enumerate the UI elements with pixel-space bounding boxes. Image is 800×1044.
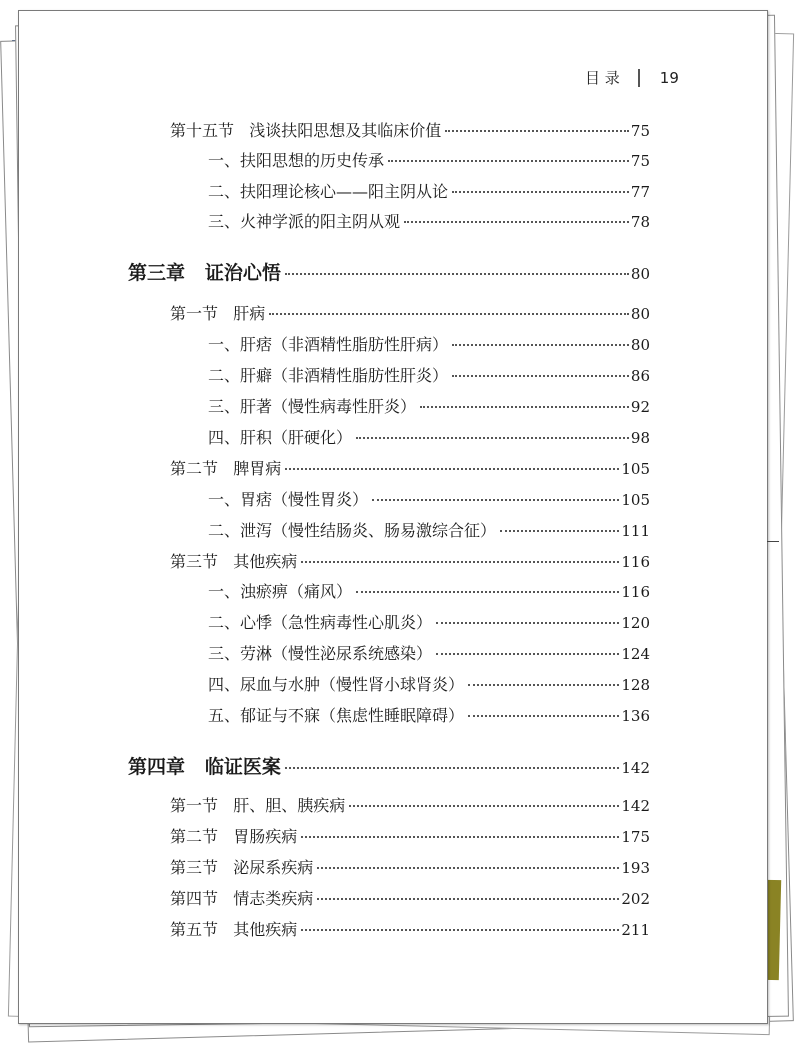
toc-entry-page-number: 124 (621, 645, 650, 663)
toc-entry-title: 四、尿血与水肿（慢性肾小球肾炎） (208, 675, 465, 694)
toc-entry-title: 二、泄泻（慢性结肠炎、肠易激综合征） (208, 521, 497, 540)
toc-section-entry[interactable] (170, 458, 650, 480)
dot-leader (452, 375, 629, 377)
toc-entry-page-number: 92 (630, 398, 650, 416)
toc-entry-title: 一、浊瘀痹（痛风） (208, 582, 353, 601)
toc-entry-page-number: 111 (621, 522, 650, 540)
toc-entry-title: 二、扶阳理论核心——阳主阴从论 (208, 182, 449, 201)
running-header (585, 67, 679, 88)
toc-entry-page-number: 75 (630, 122, 650, 140)
toc-item-entry[interactable] (208, 705, 650, 727)
toc-section-entry[interactable] (170, 551, 650, 573)
toc-item-entry[interactable] (208, 150, 650, 172)
toc-section-entry[interactable] (170, 303, 650, 325)
toc-entry-page-number: 86 (630, 367, 650, 385)
dot-leader (468, 684, 619, 686)
dot-leader (372, 499, 619, 501)
toc-entry-title: 第四节 情志类疾病 (170, 889, 314, 908)
dot-leader (388, 160, 629, 162)
toc-entry-page-number: 142 (621, 797, 650, 815)
toc-entry-title: 第一节 肝病 (170, 304, 266, 323)
header-page-number: 19 (659, 68, 679, 87)
toc-item-entry[interactable] (208, 612, 650, 634)
dot-leader (301, 836, 619, 838)
dot-leader (285, 468, 619, 470)
toc-entry-page-number: 116 (621, 583, 650, 601)
toc-entry-page-number: 105 (621, 491, 650, 509)
toc-item-entry[interactable] (208, 643, 650, 665)
dot-leader (452, 191, 629, 193)
toc-entry-page-number: 78 (630, 213, 650, 231)
toc-entry-title: 三、劳淋（慢性泌尿系统感染） (208, 644, 433, 663)
dot-leader (301, 561, 619, 563)
toc-item-entry[interactable] (208, 365, 650, 387)
header-section: 目 录 (585, 69, 620, 87)
toc-item-entry[interactable] (208, 520, 650, 542)
toc-item-entry[interactable] (208, 211, 650, 233)
toc-chapter-entry[interactable] (128, 756, 650, 778)
toc-entry-title: 二、肝癖（非酒精性脂肪性肝炎） (208, 366, 449, 385)
toc-section-entry[interactable] (170, 919, 650, 941)
toc-entry-page-number: 136 (621, 707, 650, 725)
toc-entry-title: 五、郁证与不寐（焦虑性睡眠障碍） (208, 706, 465, 725)
toc-item-entry[interactable] (208, 334, 650, 356)
dot-leader (317, 867, 619, 869)
toc-item-entry[interactable] (208, 427, 650, 449)
toc-entry-title: 四、肝积（肝硬化） (208, 428, 353, 447)
toc-item-entry[interactable] (208, 489, 650, 511)
toc-entry-page-number: 120 (621, 614, 650, 632)
dot-leader (468, 715, 619, 717)
toc-entry-title: 第四章 临证医案 (128, 756, 281, 778)
toc-entry-title: 一、胃痞（慢性胃炎） (208, 490, 369, 509)
dot-leader (436, 653, 619, 655)
dot-leader (500, 530, 619, 532)
toc-entry-title: 第十五节 浅谈扶阳思想及其临床价值 (170, 121, 442, 140)
toc-item-entry[interactable] (208, 181, 650, 203)
header-separator (638, 69, 640, 87)
margin-tick (767, 541, 779, 542)
toc-entry-title: 第三章 证治心悟 (128, 262, 281, 284)
dot-leader (356, 591, 619, 593)
toc-item-entry[interactable] (208, 581, 650, 603)
toc-entry-title: 第三节 其他疾病 (170, 552, 298, 571)
toc-entry-page-number: 80 (630, 336, 650, 354)
toc-entry-page-number: 202 (621, 890, 650, 908)
toc-entry-page-number: 77 (630, 183, 650, 201)
dot-leader (285, 767, 620, 769)
toc-entry-page-number: 80 (630, 265, 650, 283)
toc-entry-page-number: 175 (621, 828, 650, 846)
toc-entry-page-number: 128 (621, 676, 650, 694)
toc-entry-title: 二、心悸（急性病毒性心肌炎） (208, 613, 433, 632)
toc-section-entry[interactable] (170, 795, 650, 817)
toc-entry-page-number: 75 (630, 152, 650, 170)
toc-entry-title: 第二节 脾胃病 (170, 459, 282, 478)
toc-section-entry[interactable] (170, 826, 650, 848)
toc-entry-page-number: 98 (630, 429, 650, 447)
toc-entry-page-number: 116 (621, 553, 650, 571)
toc-chapter-entry[interactable] (128, 262, 650, 284)
toc-section-entry[interactable] (170, 857, 650, 879)
dot-leader (404, 221, 629, 223)
toc-entry-title: 一、扶阳思想的历史传承 (208, 151, 385, 170)
dot-leader (349, 805, 619, 807)
toc-item-entry[interactable] (208, 396, 650, 418)
toc-entry-page-number: 105 (621, 460, 650, 478)
toc-entry-title: 第五节 其他疾病 (170, 920, 298, 939)
toc-entry-title: 第一节 肝、胆、胰疾病 (170, 796, 346, 815)
toc-section-entry[interactable] (170, 120, 650, 142)
toc-item-entry[interactable] (208, 674, 650, 696)
dot-leader (420, 406, 629, 408)
dot-leader (356, 437, 629, 439)
toc-entry-page-number: 80 (630, 305, 650, 323)
dot-leader (285, 273, 629, 275)
dot-leader (445, 130, 629, 132)
toc-entry-title: 三、火神学派的阳主阴从观 (208, 212, 401, 231)
toc-entry-page-number: 211 (621, 921, 650, 939)
dot-leader (452, 344, 629, 346)
toc-entry-title: 三、肝著（慢性病毒性肝炎） (208, 397, 417, 416)
toc-entry-title: 第二节 胃肠疾病 (170, 827, 298, 846)
toc-entry-page-number: 193 (621, 859, 650, 877)
dot-leader (317, 898, 619, 900)
dot-leader (269, 313, 629, 315)
dot-leader (436, 622, 619, 624)
dot-leader (301, 929, 619, 931)
toc-entry-title: 一、肝痞（非酒精性脂肪性肝病） (208, 335, 449, 354)
toc-entry-page-number: 142 (621, 759, 650, 777)
toc-section-entry[interactable] (170, 888, 650, 910)
toc-entry-title: 第三节 泌尿系疾病 (170, 858, 314, 877)
